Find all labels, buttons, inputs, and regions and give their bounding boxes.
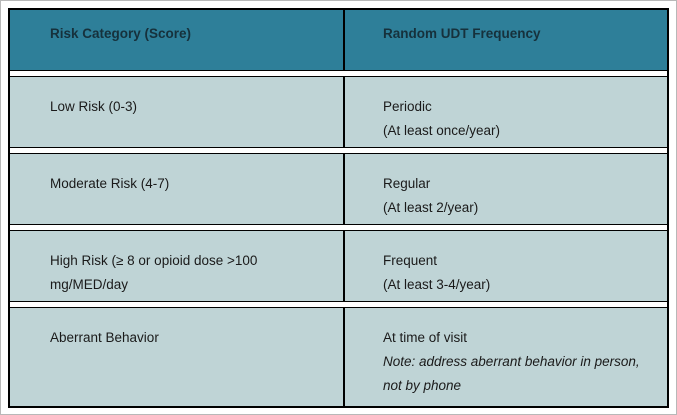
cell-category-high-risk [10,231,345,301]
cell-frequency-high-risk [345,231,667,301]
frequency-note-line1: Note: address aberrant behavior in person, [383,354,640,369]
frequency-line1: Frequent [383,253,438,268]
frequency-line2: (At least once/year) [383,123,501,138]
frequency-note-line2: not by phone [383,378,462,393]
table-row-high-risk [10,231,667,301]
header-cell-risk-category [10,10,345,70]
cell-frequency-aberrant-behavior [345,308,667,406]
category-label: High Risk (≥ 8 or opioid dose >100 mg/MED/day [50,253,258,292]
table-row-aberrant-behavior [10,308,667,406]
cell-category-aberrant-behavior [10,308,345,406]
cell-frequency-low-risk [345,77,667,147]
frequency-line2: (At least 3-4/year) [383,277,491,292]
cell-category-low-risk [10,77,345,147]
category-label: Moderate Risk (4-7) [50,176,170,191]
frequency-line2: (At least 2/year) [383,200,479,215]
frequency-line1: Regular [383,176,431,191]
risk-udt-frequency-table [8,8,669,408]
table-row-low-risk [10,77,667,147]
cell-category-moderate-risk [10,154,345,224]
category-label: Low Risk (0-3) [50,99,138,114]
cell-frequency-moderate-risk [345,154,667,224]
frequency-line1: At time of visit [383,330,468,345]
table-row-moderate-risk [10,154,667,224]
header-cell-udt-frequency [345,10,667,70]
row-separator [10,70,667,77]
header-label-risk-category: Risk Category (Score) [50,26,192,41]
frequency-line1: Periodic [383,99,432,114]
row-separator [10,224,667,231]
category-label: Aberrant Behavior [50,330,159,345]
row-separator [10,301,667,308]
row-separator [10,147,667,154]
table-header-row [10,10,667,70]
header-label-udt-frequency: Random UDT Frequency [383,26,541,41]
